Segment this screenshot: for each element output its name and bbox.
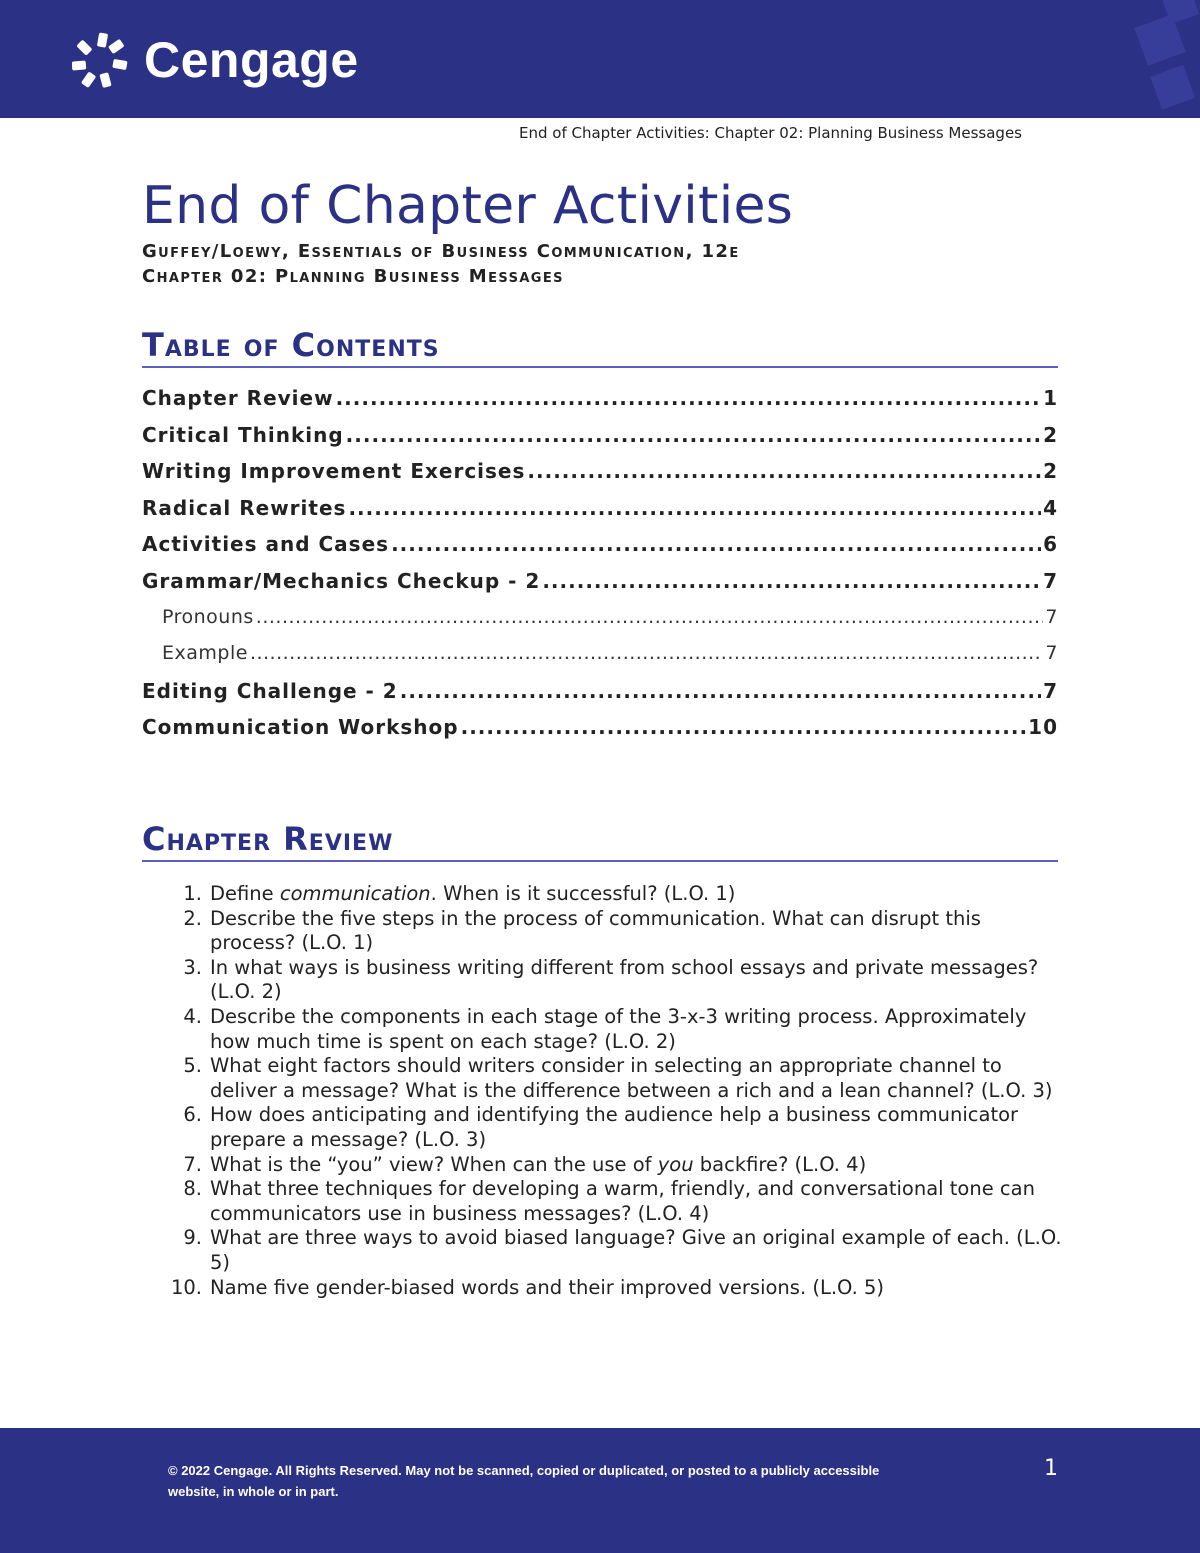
toc-entry[interactable] xyxy=(142,532,1058,569)
toc-entry[interactable] xyxy=(142,715,1058,752)
toc-entry[interactable] xyxy=(142,496,1058,533)
copyright-notice: © 2022 Cengage. All Rights Reserved. May not be scanned, copied or duplicated, or posted to a publicly accessible website, in whole or in part. xyxy=(168,1463,880,1499)
review-question-number: 8. xyxy=(183,1177,202,1201)
running-header: End of Chapter Activities: Chapter 02: Planning Business Messages xyxy=(519,124,1022,142)
toc-entry-label: Radical Rewrites xyxy=(142,495,347,520)
banner-decoration xyxy=(1110,0,1200,118)
toc-dot-leader xyxy=(400,679,1041,703)
toc-entry[interactable] xyxy=(142,606,1058,643)
toc-entry-label: Editing Challenge - 2 xyxy=(142,678,398,703)
toc-entry-page: 2 xyxy=(1043,422,1058,447)
review-question xyxy=(142,1153,1072,1178)
toc-entry-label: Activities and Cases xyxy=(142,532,390,557)
toc-dot-leader xyxy=(256,606,1044,628)
review-question xyxy=(142,1276,1072,1301)
toc-entry-page: 4 xyxy=(1043,495,1058,520)
toc-entry-label: Grammar/Mechanics Checkup - 2 xyxy=(142,568,541,593)
toc-dot-leader xyxy=(391,532,1041,556)
review-question-text: Describe the five steps in the process of communication. What can disrupt this process? (L.O. 1) xyxy=(210,906,981,955)
toc-entry[interactable] xyxy=(142,386,1058,423)
review-question-number: 5. xyxy=(183,1054,202,1078)
review-question-text: Name five gender-biased words and their improved versions. (L.O. 5) xyxy=(210,1275,884,1299)
toc-dot-leader xyxy=(461,715,1027,739)
toc-entry[interactable] xyxy=(142,569,1058,606)
toc-entry-label: Writing Improvement Exercises xyxy=(142,459,526,484)
toc-heading: Table of Contents xyxy=(142,326,1058,368)
review-question-number: 1. xyxy=(183,882,202,905)
review-question-text: What eight factors should writers consider in selecting an appropriate channel to deliver a message? What is the difference between a rich and a lean channel? (L.O. 3) xyxy=(210,1054,1053,1102)
review-question xyxy=(142,1226,1072,1275)
review-question-text: What are three ways to avoid biased language? Give an original example of each. (L.O. 5) xyxy=(210,1226,1062,1274)
toc-entry-label: Communication Workshop xyxy=(142,715,459,740)
chapter-review-heading: Chapter Review xyxy=(142,820,1058,862)
review-question xyxy=(142,1103,1072,1152)
toc-entry[interactable] xyxy=(142,679,1058,716)
table-of-contents xyxy=(142,386,1058,752)
chapter-review-list xyxy=(142,882,1072,1300)
review-question-text: How does anticipating and identifying the audience help a business communicator prepare a message? (L.O. 3) xyxy=(210,1103,1019,1151)
review-question-text: Define communication. When is it successful? (L.O. 1) xyxy=(210,882,736,905)
top-banner xyxy=(0,0,1200,118)
toc-dot-leader xyxy=(346,423,1041,447)
review-question xyxy=(142,1177,1072,1226)
toc-dot-leader xyxy=(527,459,1041,483)
chapter-subtitle: Chapter 02: Planning Business Messages xyxy=(142,266,564,287)
toc-dot-leader xyxy=(348,496,1041,520)
toc-dot-leader xyxy=(336,386,1042,410)
review-question xyxy=(142,907,1072,956)
brand-name: Cengage xyxy=(144,32,359,88)
review-question-number: 10. xyxy=(170,1275,202,1299)
review-question-text: What is the “you” view? When can the use of you backfire? (L.O. 4) xyxy=(210,1152,867,1176)
toc-entry-page: 2 xyxy=(1043,459,1058,484)
toc-entry[interactable] xyxy=(142,642,1058,679)
toc-entry-page: 1 xyxy=(1043,386,1058,410)
toc-entry[interactable] xyxy=(142,459,1058,496)
review-question xyxy=(142,882,1072,907)
toc-dot-leader xyxy=(542,569,1041,593)
review-question-text: What three techniques for developing a warm, friendly, and conversational tone can communicators use in business messages? (L.O. 4) xyxy=(210,1177,1035,1225)
review-question-text: Describe the components in each stage of the 3-x-3 writing process. Approximately how much time is spent on each stage? (L.O. 2) xyxy=(210,1004,1027,1053)
review-question-number: 2. xyxy=(183,906,202,930)
toc-dot-leader xyxy=(250,642,1043,664)
toc-entry-page: 7 xyxy=(1043,568,1058,593)
toc-entry-label: Critical Thinking xyxy=(142,422,344,447)
toc-entry-page: 7 xyxy=(1045,605,1058,628)
page-number: 1 xyxy=(1044,1456,1058,1481)
review-question xyxy=(142,1054,1072,1103)
toc-entry-label: Example xyxy=(162,642,248,665)
toc-entry-page: 10 xyxy=(1028,715,1058,740)
review-question-number: 4. xyxy=(183,1004,202,1028)
book-subtitle: Guffey/Loewy, Essentials of Business Communication, 12e xyxy=(142,241,740,262)
toc-entry[interactable] xyxy=(142,423,1058,460)
review-question-number: 3. xyxy=(183,955,202,979)
review-question-number: 7. xyxy=(183,1152,202,1176)
toc-entry-label: Pronouns xyxy=(162,605,254,628)
footer xyxy=(0,1428,1200,1553)
cengage-logo xyxy=(72,28,359,92)
toc-entry-label: Chapter Review xyxy=(142,386,334,410)
review-question xyxy=(142,1005,1072,1054)
toc-entry-page: 7 xyxy=(1045,642,1058,665)
document-title: End of Chapter Activities xyxy=(142,176,794,236)
cengage-mark-icon xyxy=(72,29,134,91)
review-question-number: 9. xyxy=(183,1226,202,1250)
review-question-text: In what ways is business writing different from school essays and private messages? (L.O. 2) xyxy=(210,955,1039,1004)
review-question-number: 6. xyxy=(183,1103,202,1127)
review-question xyxy=(142,956,1072,1005)
toc-entry-page: 6 xyxy=(1043,532,1058,557)
toc-entry-page: 7 xyxy=(1043,678,1058,703)
